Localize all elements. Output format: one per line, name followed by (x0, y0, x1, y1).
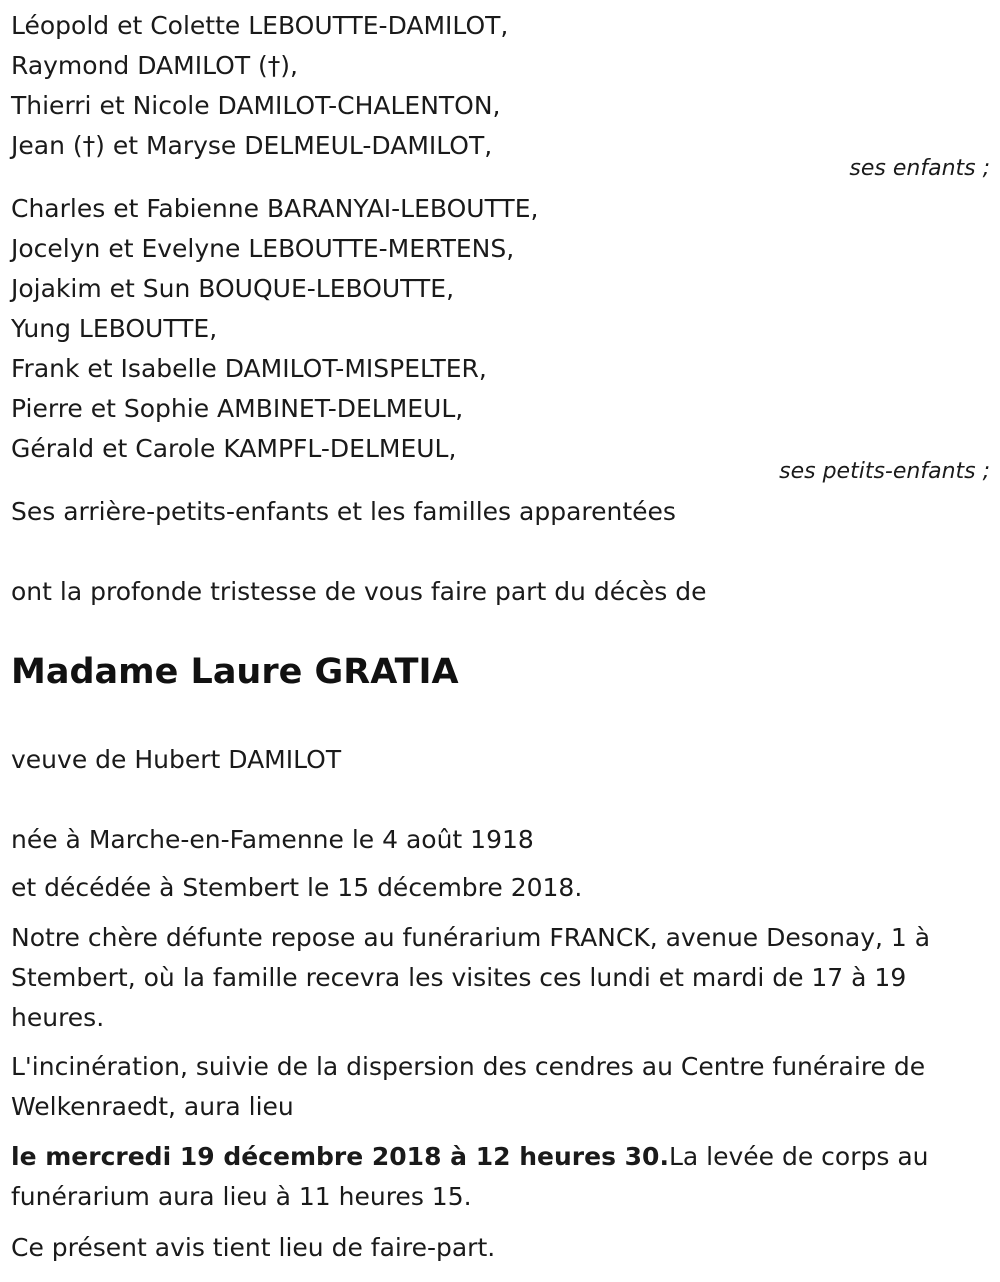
grandchild-line: Frank et Isabelle DAMILOT-MISPELTER, (11, 354, 487, 383)
ceremony-details: La levée de corps au funérarium aura lieu à 11 heures 15. (11, 1142, 929, 1211)
grandchild-line: Charles et Fabienne BARANYAI-LEBOUTTE, (11, 194, 539, 223)
repose-paragraph: Notre chère défunte repose au funérarium FRANCK, avenue Desonay, 1 à Stembert, où la famille recevra les visites ces lundi et mardi de 17 à 19 heures. (11, 923, 931, 1032)
cremation-paragraph: L'incinération, suivie de la dispersion des cendres au Centre funéraire de Welkenraedt, aura lieu (11, 1052, 926, 1121)
grandchild-line: Pierre et Sophie AMBINET-DELMEUL, (11, 394, 464, 423)
children-role-label: ses enfants ; (849, 156, 990, 181)
grandchildren-role-label: ses petits-enfants ; (779, 459, 990, 484)
child-line: Léopold et Colette LEBOUTTE-DAMILOT, (11, 11, 509, 40)
deceased-name: Madame Laure GRATIA (11, 652, 459, 692)
grandchild-line: Gérald et Carole KAMPFL-DELMEUL, (11, 434, 457, 463)
family-line: Ses arrière-petits-enfants et les familles apparentées (11, 497, 676, 526)
ceremony-paragraph (11, 1137, 991, 1217)
grandchild-line: Yung LEBOUTTE, (11, 314, 218, 343)
birth-text: née à Marche-en-Famenne le 4 août 1918 (11, 825, 534, 854)
child-line: Raymond DAMILOT (†), (11, 51, 298, 80)
grandchild-line: Jojakim et Sun BOUQUE-LEBOUTTE, (11, 274, 455, 303)
widow-of-text: veuve de Hubert DAMILOT (11, 745, 342, 774)
child-line: Jean (†) et Maryse DELMEUL-DAMILOT, (11, 131, 493, 160)
death-text: et décédée à Stembert le 15 décembre 2018. (11, 873, 583, 902)
child-line: Thierri et Nicole DAMILOT-CHALENTON, (11, 91, 501, 120)
ceremony-date: le mercredi 19 décembre 2018 à 12 heures 30. (11, 1142, 669, 1171)
closing-text: Ce présent avis tient lieu de faire-part. (11, 1233, 496, 1262)
announcement-text: ont la profonde tristesse de vous faire part du décès de (11, 577, 707, 606)
grandchild-line: Jocelyn et Evelyne LEBOUTTE-MERTENS, (11, 234, 515, 263)
